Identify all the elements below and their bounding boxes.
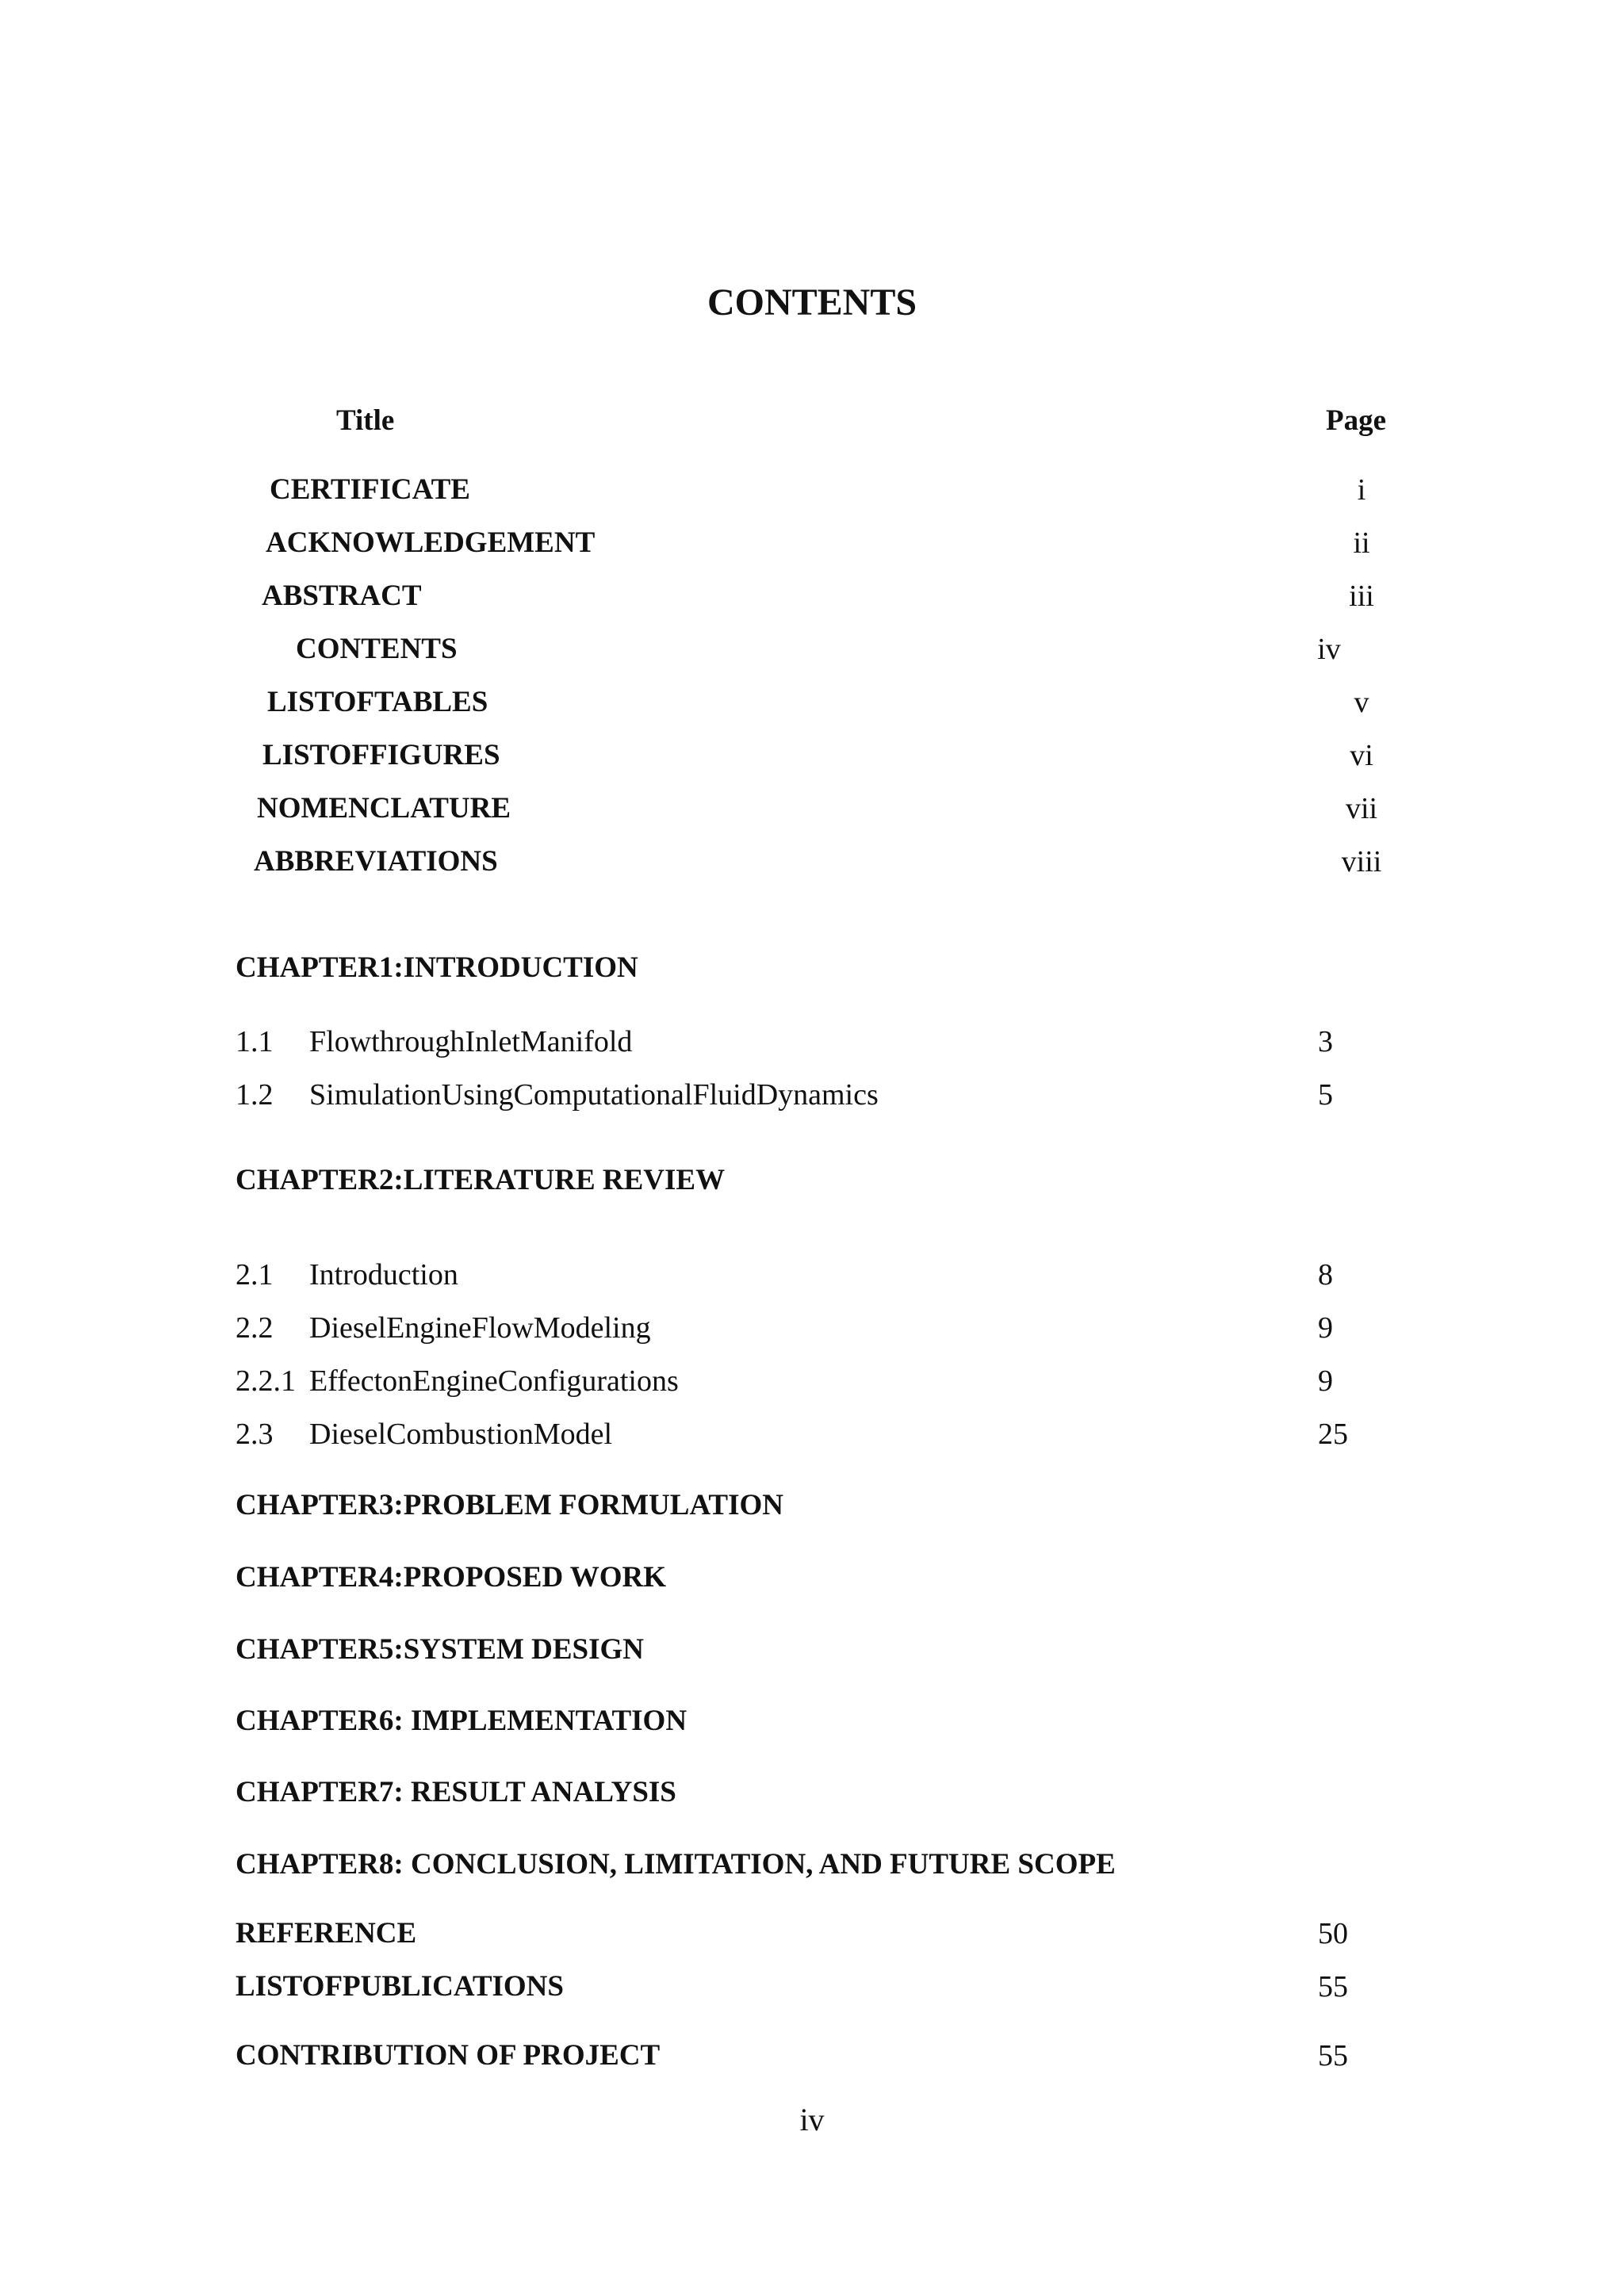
toc-page-abstract: iii — [1349, 580, 1374, 613]
section-title: DieselEngineFlowModeling — [309, 1311, 651, 1345]
page-title: CONTENTS — [707, 281, 917, 323]
toc-page-contents: iv — [1317, 633, 1341, 666]
section-number: 2.2.1 — [236, 1364, 296, 1398]
toc-page-list-of-figures: vi — [1350, 739, 1373, 772]
toc-entry-abstract: ABSTRACT — [262, 580, 422, 612]
toc-entry-abbreviations: ABBREVIATIONS — [254, 845, 498, 878]
section-title: EffectonEngineConfigurations — [309, 1364, 679, 1398]
section-page: 9 — [1318, 1364, 1333, 1398]
toc-entry-list-of-tables: LISTOFTABLES — [267, 686, 488, 718]
section-page: 3 — [1318, 1025, 1333, 1058]
section-number: 2.1 — [236, 1258, 274, 1292]
toc-page-nomenclature: vii — [1345, 792, 1378, 825]
section-title: SimulationUsingComputationalFluidDynamics — [309, 1078, 879, 1112]
chapter-2-heading: CHAPTER2:LITERATURE REVIEW — [236, 1164, 726, 1196]
section-number: 2.3 — [236, 1418, 274, 1451]
toc-page-acknowledgement: ii — [1353, 526, 1370, 560]
chapter-6-heading: CHAPTER6: IMPLEMENTATION — [236, 1705, 688, 1737]
section-title: DieselCombustionModel — [309, 1418, 613, 1451]
toc-page-reference: 50 — [1318, 1917, 1348, 1950]
toc-entry-reference: REFERENCE — [236, 1917, 417, 1950]
section-title: Introduction — [309, 1258, 458, 1292]
chapter-8-heading: CHAPTER8: CONCLUSION, LIMITATION, AND FUTURE SCOPE — [236, 1848, 1116, 1881]
section-page: 5 — [1318, 1078, 1333, 1112]
section-page: 8 — [1318, 1258, 1333, 1292]
toc-page-contribution: 55 — [1318, 2039, 1348, 2072]
footer-page-number: iv — [799, 2102, 825, 2137]
section-number: 1.1 — [236, 1025, 274, 1058]
toc-entry-contents: CONTENTS — [296, 633, 458, 665]
toc-entry-list-of-figures: LISTOFFIGURES — [262, 739, 500, 771]
column-header-title: Title — [336, 404, 395, 437]
toc-page-certificate: i — [1357, 473, 1366, 507]
section-page: 9 — [1318, 1311, 1333, 1345]
chapter-4-heading: CHAPTER4:PROPOSED WORK — [236, 1561, 667, 1594]
section-number: 1.2 — [236, 1078, 274, 1112]
toc-entry-list-of-publications: LISTOFPUBLICATIONS — [236, 1970, 564, 2003]
column-header-page: Page — [1326, 404, 1387, 437]
toc-page-list-of-tables: v — [1354, 686, 1369, 719]
toc-entry-contribution: CONTRIBUTION OF PROJECT — [236, 2039, 661, 2072]
toc-entry-nomenclature: NOMENCLATURE — [257, 792, 511, 825]
toc-entry-acknowledgement: ACKNOWLEDGEMENT — [266, 526, 596, 559]
chapter-1-heading: CHAPTER1:INTRODUCTION — [236, 951, 638, 984]
toc-page-list-of-publications: 55 — [1318, 1970, 1348, 2003]
chapter-5-heading: CHAPTER5:SYSTEM DESIGN — [236, 1633, 645, 1666]
chapter-3-heading: CHAPTER3:PROBLEM FORMULATION — [236, 1489, 784, 1521]
section-title: FlowthroughInletManifold — [309, 1025, 633, 1058]
toc-page-abbreviations: viii — [1341, 845, 1382, 878]
chapter-7-heading: CHAPTER7: RESULT ANALYSIS — [236, 1776, 676, 1808]
toc-entry-certificate: CERTIFICATE — [270, 473, 470, 506]
section-page: 25 — [1318, 1418, 1348, 1451]
section-number: 2.2 — [236, 1311, 274, 1345]
